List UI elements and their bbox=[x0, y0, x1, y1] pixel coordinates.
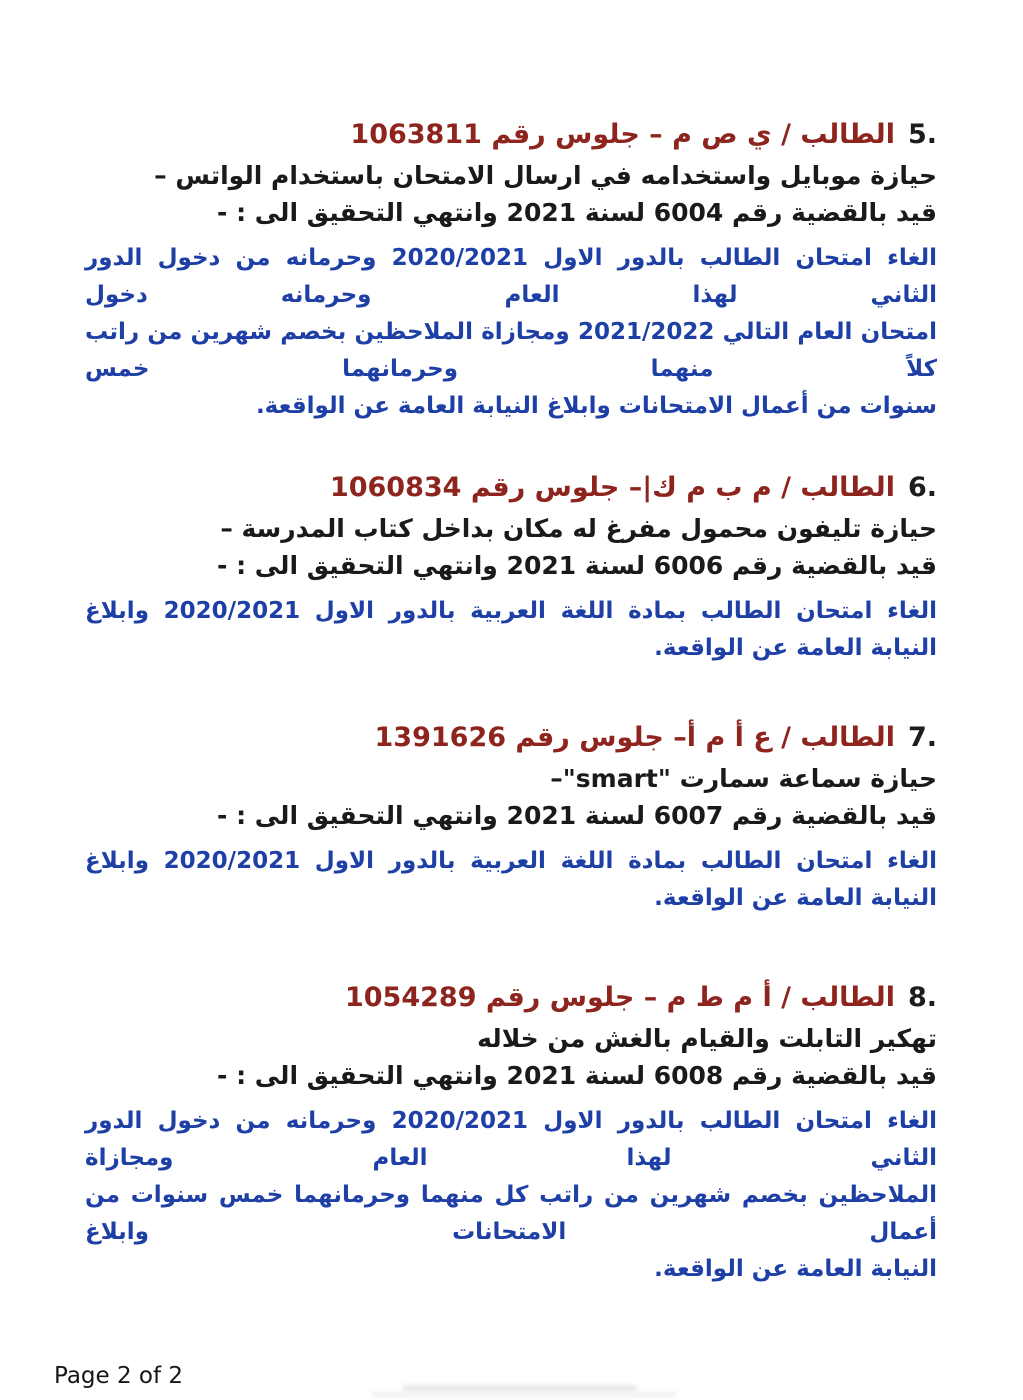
case-filing-line: قيد بالقضية رقم 6006 لسنة 2021 وانتهي التحقيق الى : - bbox=[216, 551, 937, 580]
case-title bbox=[85, 721, 937, 755]
case-item-6 bbox=[85, 471, 937, 667]
ruling-line: سنوات من أعمال الامتحانات وابلاغ النيابة العامة عن الواقعة. bbox=[255, 393, 937, 419]
case-filing-line: قيد بالقضية رقم 6008 لسنة 2021 وانتهي التحقيق الى : - bbox=[216, 1061, 937, 1090]
case-title bbox=[85, 471, 937, 505]
case-item-7 bbox=[85, 721, 937, 917]
case-number: 8. bbox=[907, 982, 937, 1013]
case-charge-line: حيازة سماعة سمارت "smart"– bbox=[550, 764, 937, 793]
case-number: 6. bbox=[907, 472, 937, 503]
ruling-paragraph bbox=[85, 593, 937, 667]
ruling-line: الملاحظين بخصم شهرين من راتب كل منهما وحرمانهما خمس سنوات من أعمال الامتحانات وابلاغ bbox=[85, 1182, 937, 1245]
case-item-8 bbox=[85, 981, 937, 1288]
case-title bbox=[85, 981, 937, 1015]
case-charge-line: تهكير التابلت والقيام بالغش من خلاله bbox=[477, 1024, 937, 1053]
case-title-text: الطالب / أ م ط م – جلوس رقم 1054289 bbox=[344, 982, 895, 1013]
ruling-paragraph bbox=[85, 240, 937, 425]
ruling-line: الغاء امتحان الطالب بمادة اللغة العربية بالدور الاول 2020/2021 وابلاغ النيابة العامة عن الواقعة. bbox=[85, 598, 938, 661]
case-charge-line: حيازة تليفون محمول مفرغ له مكان بداخل كتاب المدرسة – bbox=[220, 514, 937, 543]
ruling-line: الغاء امتحان الطالب بمادة اللغة العربية بالدور الاول 2020/2021 وابلاغ النيابة العامة عن الواقعة. bbox=[85, 848, 938, 911]
ruling-paragraph bbox=[85, 1103, 937, 1288]
case-title bbox=[85, 118, 937, 152]
page-number-label: Page 2 of 2 bbox=[54, 1363, 184, 1389]
ruling-paragraph bbox=[85, 843, 937, 917]
ruling-line: الغاء امتحان الطالب بالدور الاول 2020/2021 وحرمانه من دخول الدور الثاني لهذا العام وحرمانه دخول bbox=[85, 245, 937, 308]
case-title-text: الطالب / ي ص م – جلوس رقم 1063811 bbox=[350, 119, 895, 150]
case-filing-line: قيد بالقضية رقم 6004 لسنة 2021 وانتهي التحقيق الى : - bbox=[216, 198, 937, 227]
scan-smudge bbox=[372, 1392, 677, 1397]
case-title-text: الطالب / م ب م ك|– جلوس رقم 1060834 bbox=[329, 472, 895, 503]
ruling-line: امتحان العام التالي 2021/2022 ومجازاة الملاحظين بخصم شهرين من راتب كلاً منهما وحرمانهما خمس bbox=[85, 319, 938, 382]
case-charge-line: حيازة موبايل واستخدامه في ارسال الامتحان باستخدام الواتس – bbox=[154, 161, 937, 190]
case-item-5 bbox=[85, 118, 937, 425]
ruling-line: الغاء امتحان الطالب بالدور الاول 2020/2021 وحرمانه من دخول الدور الثاني لهذا العام ومجازاة bbox=[85, 1108, 937, 1171]
scan-smudge bbox=[402, 1385, 637, 1392]
case-title-text: الطالب / ع أ م أ– جلوس رقم 1391626 bbox=[374, 722, 895, 753]
cases-list bbox=[85, 118, 937, 1328]
case-number: 5. bbox=[907, 119, 937, 150]
case-number: 7. bbox=[907, 722, 937, 753]
ruling-line: النيابة العامة عن الواقعة. bbox=[654, 1256, 937, 1282]
case-filing-line: قيد بالقضية رقم 6007 لسنة 2021 وانتهي التحقيق الى : - bbox=[216, 801, 937, 830]
